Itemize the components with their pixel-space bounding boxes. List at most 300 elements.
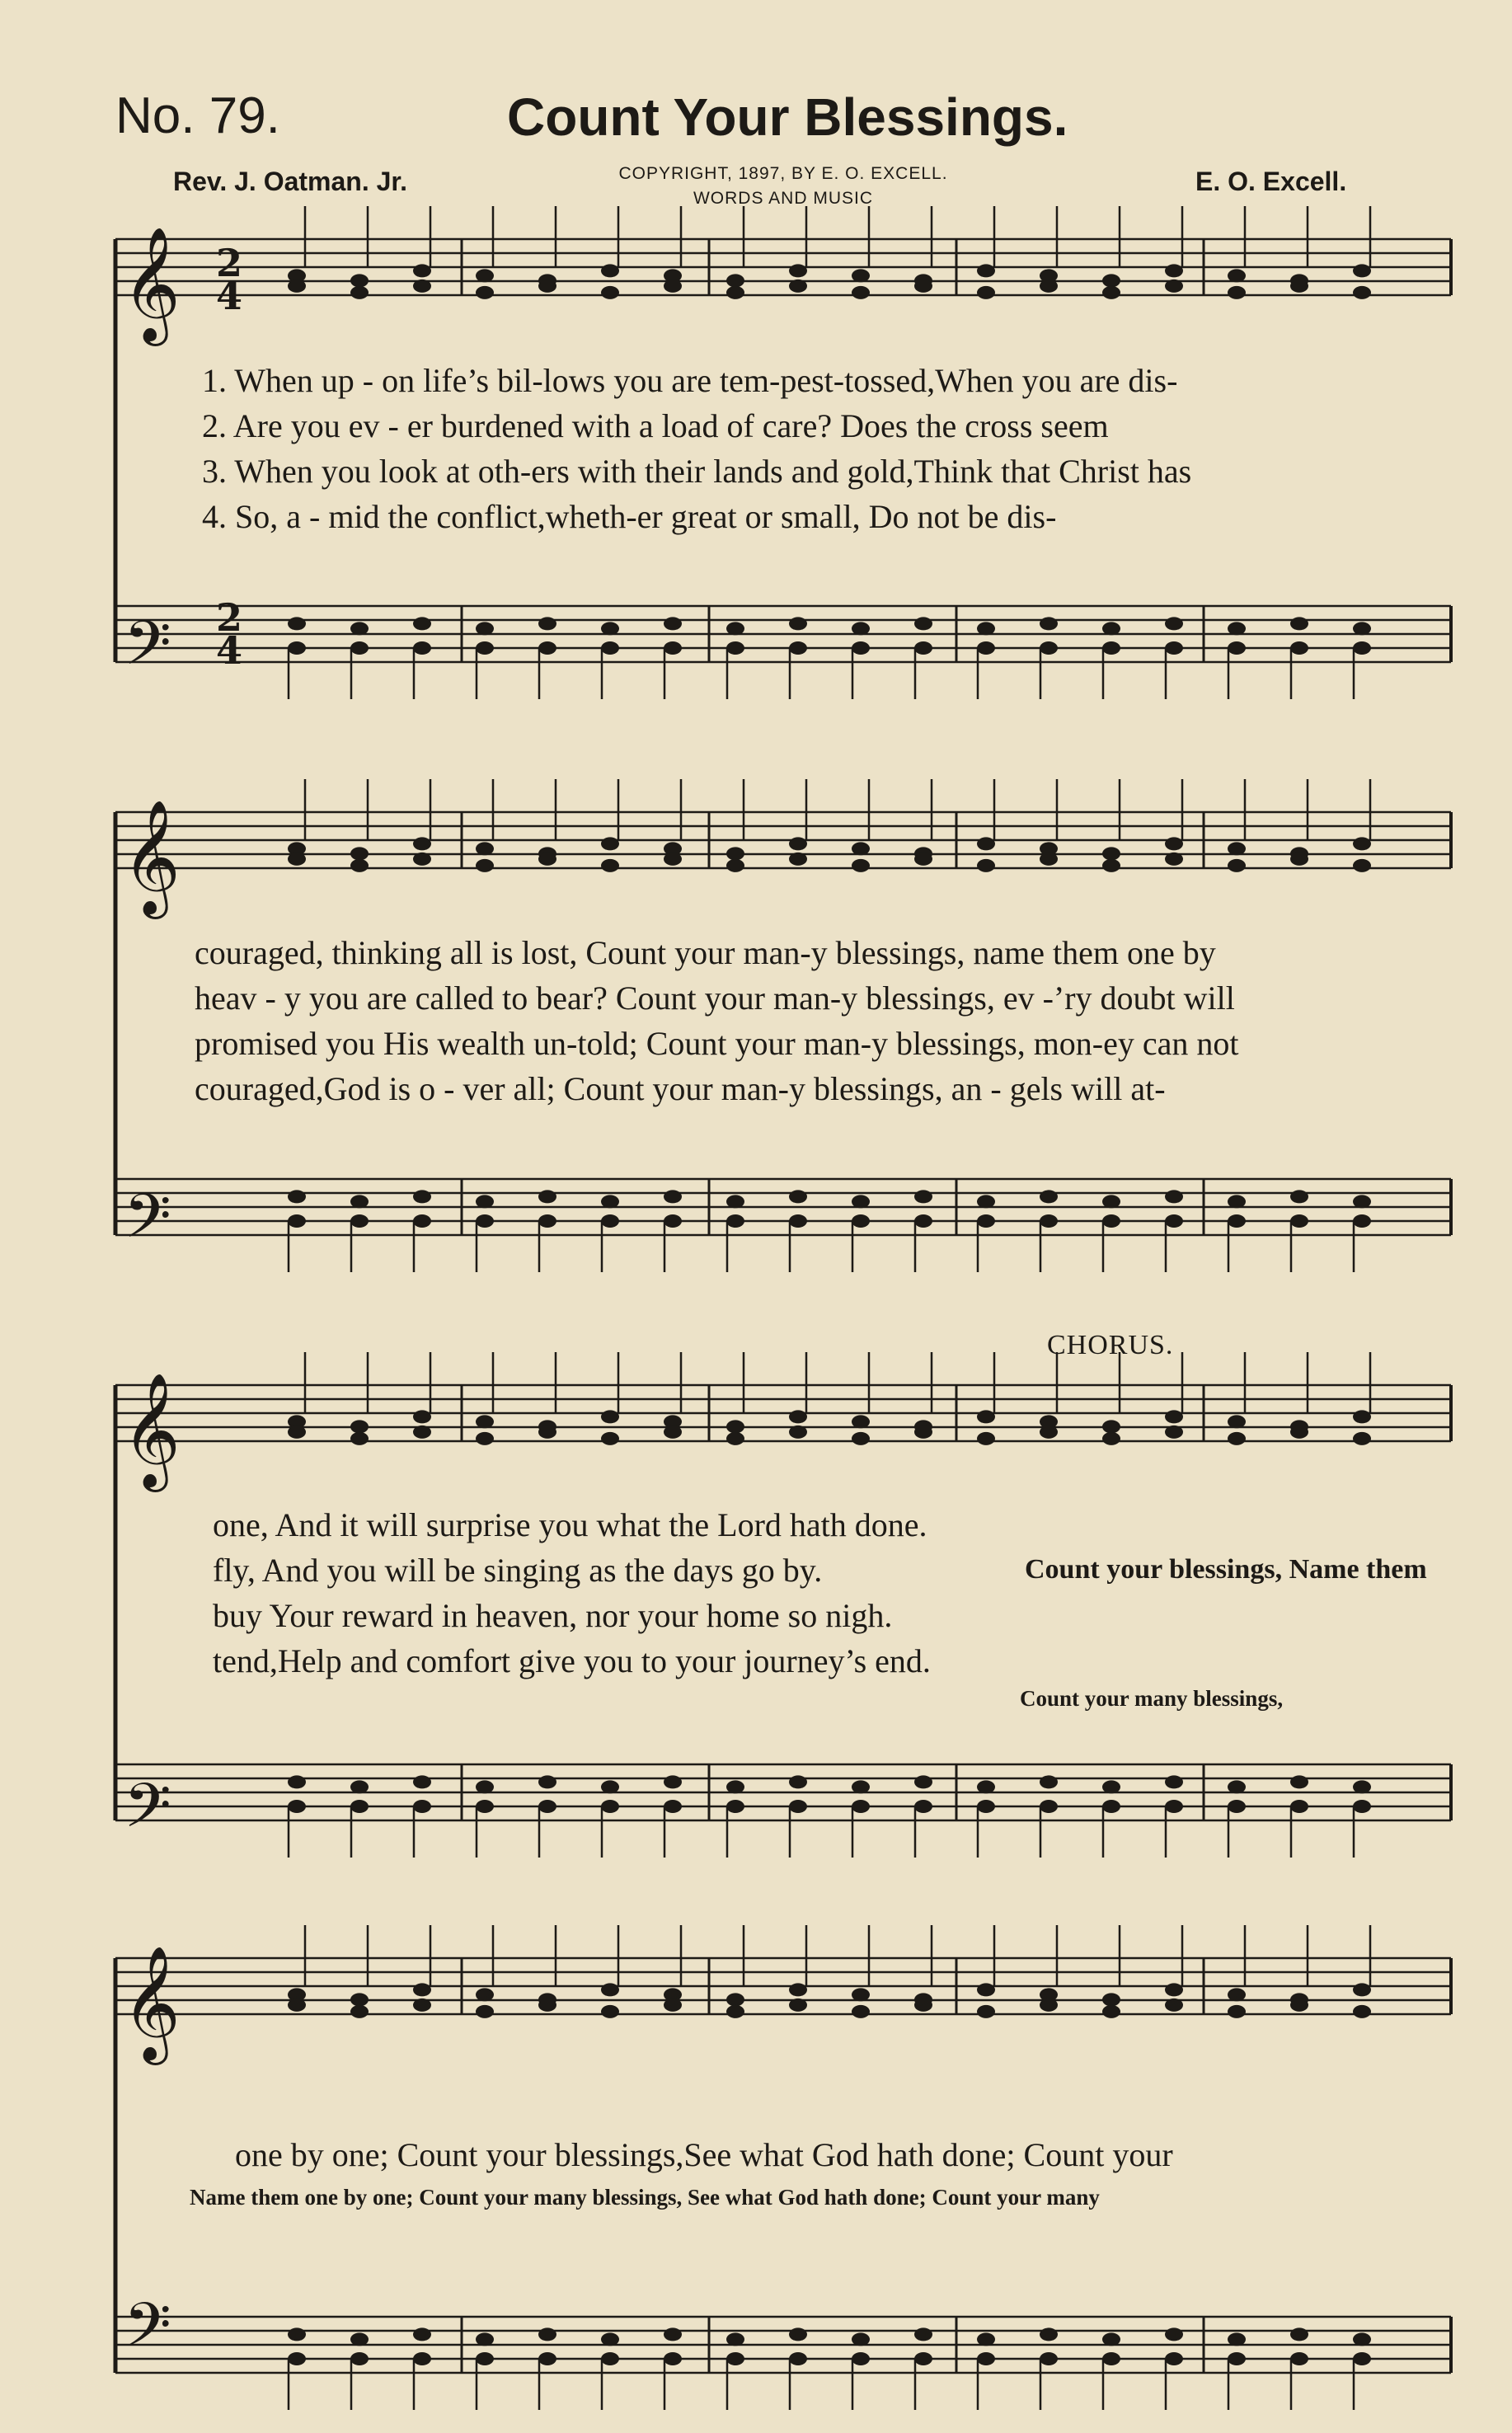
note-head [413, 641, 431, 655]
note-head [914, 1800, 932, 1813]
note-head [1165, 1800, 1183, 1813]
note-head [413, 1999, 431, 2012]
note-head [350, 1780, 369, 1793]
note-head [1165, 2352, 1183, 2365]
note-head [476, 286, 494, 299]
note-head [977, 1195, 995, 1208]
note-head [726, 2005, 744, 2018]
note-head [538, 617, 556, 630]
note-head [726, 1780, 744, 1793]
note-head [1040, 1775, 1058, 1788]
verse-4-line-3: tend,Help and comfort give you to your journey’s end. [213, 1642, 931, 1679]
note-head [664, 1999, 682, 2012]
note-head [1353, 2005, 1371, 2018]
note-head [852, 842, 870, 855]
note-head [413, 1800, 431, 1813]
lyricist: Rev. J. Oatman. Jr. [173, 167, 407, 196]
note-head [726, 2352, 744, 2365]
note-head [413, 1983, 431, 1996]
verse-2-line-2: heav - y you are called to bear? Count your man-y blessings, ev -’ry doubt will [195, 979, 1235, 1017]
note-head [1102, 622, 1120, 635]
note-head [1353, 1195, 1371, 1208]
note-head [1353, 2332, 1371, 2346]
bass-clef-icon: 𝄢 [124, 1770, 171, 1857]
treble-clef-icon: 𝄞 [122, 1946, 181, 2060]
note-head [1228, 269, 1246, 282]
note-head [789, 617, 807, 630]
note-head [601, 1195, 619, 1208]
note-head [852, 1214, 870, 1228]
time-sig-bottom: 4 [216, 274, 243, 318]
note-head [538, 1214, 556, 1228]
note-head [1165, 852, 1183, 866]
note-head [664, 852, 682, 866]
note-head [601, 1983, 619, 1996]
bass-words: Count your many blessings, [1020, 1686, 1284, 1711]
treble-clef-icon: 𝄞 [122, 1373, 181, 1487]
note-head [413, 1214, 431, 1228]
note-head [601, 1780, 619, 1793]
note-head [726, 1195, 744, 1208]
verse-1-line-2: couraged, thinking all is lost, Count your man-y blessings, name them one by [195, 934, 1216, 971]
note-head [726, 1800, 744, 1813]
note-head [1165, 1410, 1183, 1423]
note-head [726, 2332, 744, 2346]
note-head [977, 2352, 995, 2365]
note-head [538, 1426, 556, 1439]
note-head [288, 852, 306, 866]
note-head [1228, 1195, 1246, 1208]
note-head [664, 2327, 682, 2341]
note-head [789, 837, 807, 850]
note-head [664, 2352, 682, 2365]
verse-3-line-2: promised you His wealth un-told; Count your man-y blessings, mon-ey can not [195, 1025, 1239, 1062]
note-head [914, 852, 932, 866]
note-head [977, 264, 995, 277]
note-head [977, 1432, 995, 1445]
note-head [852, 1432, 870, 1445]
note-head [1102, 1214, 1120, 1228]
note-head [288, 1426, 306, 1439]
note-head [977, 1800, 995, 1813]
note-head [1102, 2352, 1120, 2365]
note-head [350, 1195, 369, 1208]
note-head [601, 2005, 619, 2018]
note-head [476, 1214, 494, 1228]
note-head [1228, 1415, 1246, 1428]
note-head [1290, 617, 1308, 630]
note-head [601, 641, 619, 655]
note-head [476, 2332, 494, 2346]
note-head [1040, 1190, 1058, 1203]
note-head [1290, 1999, 1308, 2012]
note-head [538, 1190, 556, 1203]
note-head [664, 1214, 682, 1228]
note-head [350, 2352, 369, 2365]
chorus-words: Count your blessings, Name them [1025, 1554, 1427, 1585]
note-head [1353, 859, 1371, 872]
note-head [601, 1410, 619, 1423]
note-head [726, 286, 744, 299]
note-head [476, 859, 494, 872]
note-head [538, 1999, 556, 2012]
note-head [476, 1415, 494, 1428]
note-head [1290, 1800, 1308, 1813]
note-head [1228, 1800, 1246, 1813]
note-head [1165, 641, 1183, 655]
note-head [726, 1214, 744, 1228]
note-head [288, 279, 306, 293]
note-head [1165, 264, 1183, 277]
note-head [1290, 641, 1308, 655]
note-head [288, 617, 306, 630]
note-head [977, 2005, 995, 2018]
note-head [288, 2327, 306, 2341]
note-head [350, 1214, 369, 1228]
note-head [1102, 1800, 1120, 1813]
bass-words: Name them one by one; Count your many blessings, See what God hath done; Count your many [190, 2185, 1100, 2210]
note-head [1290, 1190, 1308, 1203]
copyright-line: WORDS AND MUSIC [693, 189, 873, 208]
note-head [1040, 1426, 1058, 1439]
note-head [1102, 274, 1120, 287]
note-head [664, 1800, 682, 1813]
note-head [413, 1426, 431, 1439]
note-head [852, 1780, 870, 1793]
treble-clef-icon: 𝄞 [122, 227, 181, 341]
note-head [1102, 286, 1120, 299]
note-head [1040, 617, 1058, 630]
note-head [726, 847, 744, 860]
note-head [1165, 1983, 1183, 1996]
note-head [538, 2327, 556, 2341]
copyright-line: COPYRIGHT, 1897, BY E. O. EXCELL. [618, 164, 948, 183]
note-head [1102, 2005, 1120, 2018]
note-head [1228, 2352, 1246, 2365]
chorus-label: CHORUS. [1047, 1330, 1174, 1360]
note-head [476, 641, 494, 655]
note-head [977, 286, 995, 299]
note-head [852, 641, 870, 655]
note-head [977, 1780, 995, 1793]
note-head [852, 2332, 870, 2346]
note-head [1353, 2352, 1371, 2365]
note-head [852, 1988, 870, 2001]
note-head [789, 1190, 807, 1203]
note-head [1353, 1410, 1371, 1423]
note-head [1228, 1780, 1246, 1793]
note-head [1290, 1775, 1308, 1788]
note-head [914, 1775, 932, 1788]
note-head [476, 1432, 494, 1445]
note-head [977, 1410, 995, 1423]
note-head [413, 617, 431, 630]
note-head [726, 1993, 744, 2006]
note-head [789, 1426, 807, 1439]
note-head [977, 1983, 995, 1996]
note-head [852, 1800, 870, 1813]
note-head [1353, 1432, 1371, 1445]
note-head [1290, 279, 1308, 293]
verse-3-line-1: 3. When you look at oth-ers with their lands and gold,Think that Christ has [202, 453, 1192, 490]
note-head [977, 1214, 995, 1228]
note-head [413, 1190, 431, 1203]
note-head [1290, 852, 1308, 866]
note-head [852, 1195, 870, 1208]
note-head [1040, 1999, 1058, 2012]
note-head [726, 1432, 744, 1445]
note-head [288, 1800, 306, 1813]
note-head [601, 859, 619, 872]
note-head [1353, 1800, 1371, 1813]
note-head [1228, 2005, 1246, 2018]
note-head [413, 852, 431, 866]
note-head [601, 622, 619, 635]
note-head [1102, 1993, 1120, 2006]
note-head [1165, 617, 1183, 630]
note-head [1102, 859, 1120, 872]
note-head [1353, 622, 1371, 635]
note-head [1102, 1780, 1120, 1793]
note-head [789, 641, 807, 655]
verse-4-line-1: 4. So, a - mid the conflict,wheth-er great or small, Do not be dis- [202, 498, 1057, 535]
note-head [789, 1214, 807, 1228]
note-head [852, 269, 870, 282]
note-head [350, 286, 369, 299]
hymn-title: Count Your Blessings. [507, 87, 1068, 147]
note-head [350, 2005, 369, 2018]
note-head [1102, 1432, 1120, 1445]
time-sig-top: 2 [216, 595, 243, 640]
time-sig-top: 2 [216, 241, 243, 285]
note-head [350, 859, 369, 872]
note-head [914, 1190, 932, 1203]
note-head [1040, 1800, 1058, 1813]
note-head [476, 2005, 494, 2018]
note-head [1353, 264, 1371, 277]
note-head [914, 1999, 932, 2012]
note-head [726, 622, 744, 635]
note-head [1102, 847, 1120, 860]
note-head [1165, 2327, 1183, 2341]
note-head [538, 641, 556, 655]
note-head [726, 641, 744, 655]
note-head [1040, 2327, 1058, 2341]
note-head [852, 286, 870, 299]
note-head [350, 2332, 369, 2346]
note-head [1353, 286, 1371, 299]
note-head [1165, 1775, 1183, 1788]
note-head [538, 852, 556, 866]
note-head [476, 1800, 494, 1813]
note-head [1165, 1999, 1183, 2012]
note-head [350, 274, 369, 287]
note-head [601, 286, 619, 299]
note-head [476, 1195, 494, 1208]
note-head [664, 641, 682, 655]
verse-1-line-1: 1. When up - on life’s bil-lows you are tem-pest-tossed,When you are dis- [202, 362, 1178, 399]
note-head [288, 2352, 306, 2365]
note-head [413, 2327, 431, 2341]
note-head [1228, 1432, 1246, 1445]
note-head [1165, 1426, 1183, 1439]
note-head [413, 1775, 431, 1788]
note-head [664, 1190, 682, 1203]
note-head [350, 1432, 369, 1445]
note-head [288, 641, 306, 655]
note-head [413, 1410, 431, 1423]
note-head [1290, 2352, 1308, 2365]
note-head [601, 2352, 619, 2365]
note-head [1040, 279, 1058, 293]
note-head [726, 1420, 744, 1433]
note-head [914, 2327, 932, 2341]
note-head [1040, 1214, 1058, 1228]
note-head [1228, 859, 1246, 872]
note-head [1102, 1420, 1120, 1433]
note-head [1353, 1780, 1371, 1793]
note-head [1290, 2327, 1308, 2341]
note-head [601, 1214, 619, 1228]
note-head [601, 2332, 619, 2346]
bass-clef-icon: 𝄢 [124, 608, 171, 694]
note-head [789, 1410, 807, 1423]
verse-1-line-3: one, And it will surprise you what the Lord hath done. [213, 1506, 927, 1543]
note-head [852, 1415, 870, 1428]
note-head [914, 1214, 932, 1228]
note-head [1228, 2332, 1246, 2346]
note-head [350, 847, 369, 860]
note-head [1353, 1983, 1371, 1996]
note-head [1228, 1214, 1246, 1228]
note-head [538, 2352, 556, 2365]
note-head [977, 837, 995, 850]
note-heads [288, 264, 1371, 2365]
verse-4-line-2: couraged,God is o - ver all; Count your man-y blessings, an - gels will at- [195, 1070, 1166, 1107]
note-head [852, 859, 870, 872]
note-head [1165, 837, 1183, 850]
note-head [1353, 837, 1371, 850]
note-head [914, 617, 932, 630]
note-head [1102, 641, 1120, 655]
note-head [977, 622, 995, 635]
note-head [1228, 842, 1246, 855]
note-head [1290, 1426, 1308, 1439]
note-head [977, 2332, 995, 2346]
note-head [1228, 1988, 1246, 2001]
note-head [288, 1999, 306, 2012]
note-head [538, 1775, 556, 1788]
bass-clef-icon: 𝄢 [124, 2290, 171, 2376]
verse-3-line-3: buy Your reward in heaven, nor your home so nigh. [213, 1597, 893, 1634]
note-head [413, 2352, 431, 2365]
note-head [726, 859, 744, 872]
note-head [664, 1426, 682, 1439]
note-head [1102, 2332, 1120, 2346]
note-head [538, 279, 556, 293]
note-head [914, 1426, 932, 1439]
note-head [1290, 1214, 1308, 1228]
clefs [122, 227, 181, 2376]
verse-2-line-3: fly, And you will be singing as the days go by. [213, 1552, 823, 1589]
note-head [288, 1190, 306, 1203]
note-head [1165, 279, 1183, 293]
note-head [789, 264, 807, 277]
note-head [852, 622, 870, 635]
note-head [1228, 286, 1246, 299]
note-head [914, 2352, 932, 2365]
note-head [664, 617, 682, 630]
note-head [1040, 641, 1058, 655]
note-head [664, 279, 682, 293]
note-head [350, 641, 369, 655]
note-head [1165, 1214, 1183, 1228]
staff-lines [115, 206, 1451, 2410]
note-head [1228, 622, 1246, 635]
note-head [789, 1775, 807, 1788]
note-head [1228, 641, 1246, 655]
note-head [476, 622, 494, 635]
note-head [789, 1983, 807, 1996]
note-head [1040, 852, 1058, 866]
note-head [726, 274, 744, 287]
note-head [1353, 641, 1371, 655]
note-head [350, 1800, 369, 1813]
note-head [977, 641, 995, 655]
note-head [914, 279, 932, 293]
note-head [476, 842, 494, 855]
note-head [350, 622, 369, 635]
note-head [476, 1988, 494, 2001]
note-head [914, 641, 932, 655]
treble-clef-icon: 𝄞 [122, 800, 181, 914]
note-head [789, 1999, 807, 2012]
note-head [789, 279, 807, 293]
note-head [789, 1800, 807, 1813]
note-head [476, 269, 494, 282]
composer: E. O. Excell. [1195, 167, 1347, 196]
note-head [852, 2005, 870, 2018]
note-head [538, 1800, 556, 1813]
note-head [350, 1420, 369, 1433]
note-head [413, 837, 431, 850]
time-sig-bottom: 4 [216, 628, 243, 673]
chorus-line: one by one; Count your blessings,See what God hath done; Count your [235, 2136, 1173, 2173]
note-head [1040, 2352, 1058, 2365]
note-head [664, 1775, 682, 1788]
note-head [413, 279, 431, 293]
note-head [476, 2352, 494, 2365]
note-head [601, 1432, 619, 1445]
note-head [852, 2352, 870, 2365]
note-head [601, 837, 619, 850]
note-head [288, 1214, 306, 1228]
note-head [1102, 1195, 1120, 1208]
bass-clef-icon: 𝄢 [124, 1181, 171, 1267]
note-head [601, 1800, 619, 1813]
note-head [977, 859, 995, 872]
note-head [413, 264, 431, 277]
note-head [789, 2327, 807, 2341]
note-head [601, 264, 619, 277]
note-head [1353, 1214, 1371, 1228]
note-head [789, 852, 807, 866]
hymn-number: No. 79. [115, 87, 280, 144]
note-head [350, 1993, 369, 2006]
verse-2-line-1: 2. Are you ev - er burdened with a load of care? Does the cross seem [202, 407, 1109, 444]
note-head [789, 2352, 807, 2365]
note-head [1165, 1190, 1183, 1203]
